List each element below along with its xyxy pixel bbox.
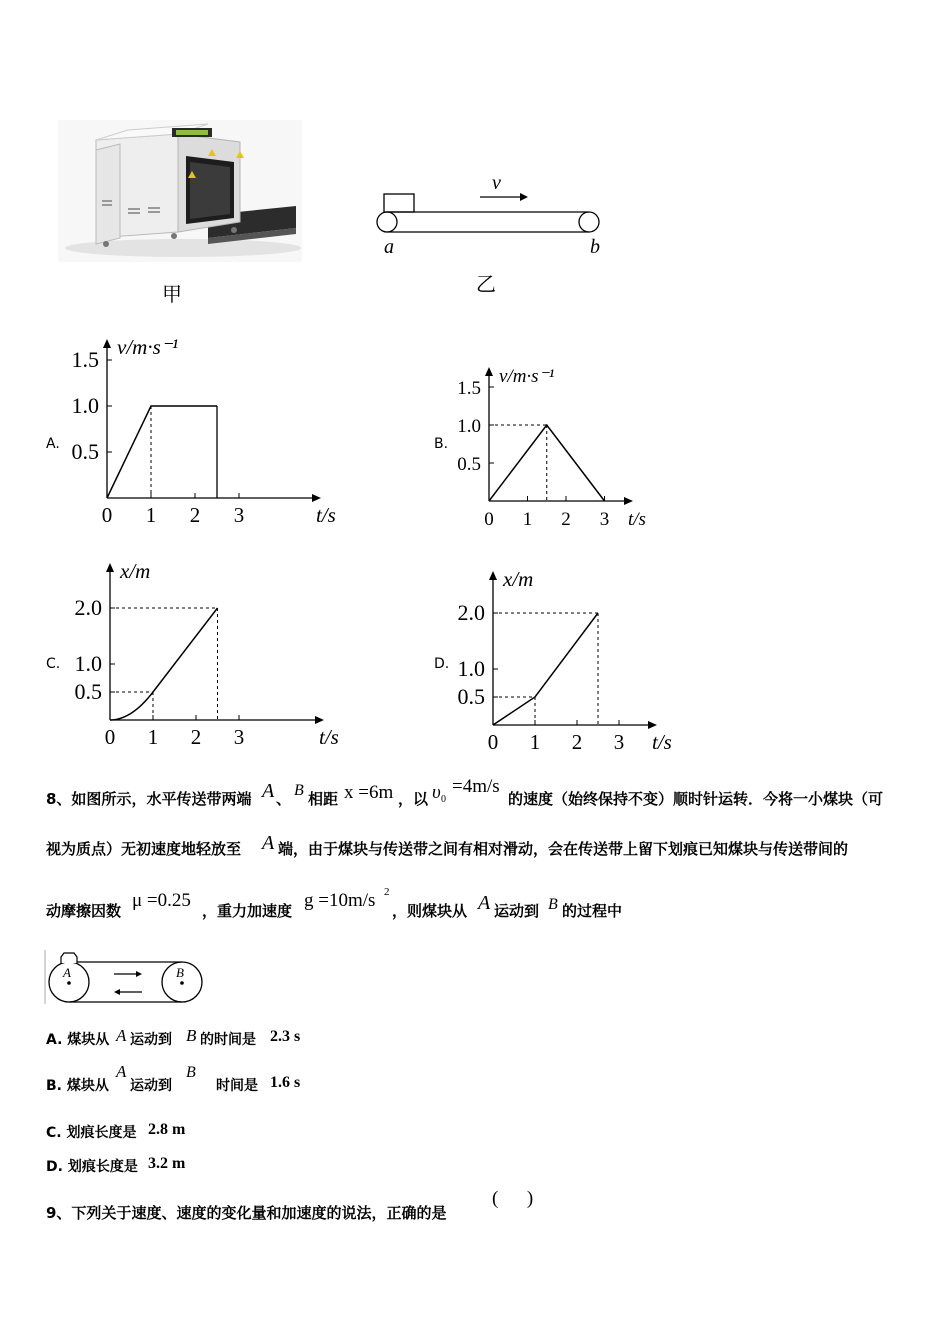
y-tick-label: 1.0 [457,416,481,437]
y-tick-label: 1.5 [457,378,481,399]
graph-c-option-label: C. [46,656,61,672]
x-tick-label: 0 [101,503,113,527]
y-axis-label: v/m·s⁻¹ [117,335,179,359]
q8-option-c-value: 2.8 m [148,1121,186,1138]
data-line [493,613,598,725]
data-curve [110,608,218,720]
x-axis-arrow [648,721,657,729]
belt-right-pulley [579,212,599,232]
x-tick-label: 1 [145,503,157,527]
q8-belt-diagram [44,946,209,1008]
x-tick-label: 2 [189,503,201,527]
graph-c [60,559,339,760]
q8-option-a[interactable]: A. 煤块从 A 运动到 B 的时间是 2.3 s [46,1026,301,1048]
y-tick-label: 0.5 [71,439,99,464]
figure-yi-label: 乙 [476,272,496,296]
y-axis-arrow [106,563,114,572]
q9-line [46,1190,746,1224]
x-tick-label: 3 [613,730,625,754]
q8-option-d[interactable]: D. 划痕长度是 3.2 m [46,1155,186,1175]
y-axis-arrow [489,571,497,580]
x-axis-label: t/s [652,730,672,754]
q8-option-d-value: 3.2 m [148,1155,186,1172]
belt-end-b: b [590,236,600,258]
data-line [107,406,217,498]
x-tick-label: 1 [147,725,159,749]
x-tick-label: 0 [484,509,494,530]
q8-option-a-value: 2.3 s [270,1028,301,1045]
q8-label-b: B [176,965,184,980]
x-axis-arrow [312,494,321,502]
y-tick-label: 1.5 [71,347,99,372]
q8-option-b[interactable]: B. 煤块从 A 运动到 B 时间是 1.6 s [46,1062,301,1094]
x-tick-label: 2 [571,730,583,754]
graph-d-option-label: D. [434,656,450,672]
q8-friction-coef: μ =0.25 [132,890,191,911]
x-tick-label: 3 [233,725,245,749]
x-axis-arrow [624,497,633,505]
x-tick-label: 3 [233,503,245,527]
y-axis-arrow [485,367,493,376]
y-tick-label: 2.0 [74,595,102,620]
q8-v0: υ [432,782,441,803]
graph-d [450,565,690,760]
belt-left-pulley [377,212,397,232]
y-tick-label: 0.5 [457,454,481,475]
y-axis-label: x/m [120,559,151,583]
xray-scanner-image [58,120,302,262]
q8-speed: =4m/s [452,776,500,797]
y-tick-label: 1.0 [71,393,99,418]
q8-distance: x =6m [344,782,394,803]
x-tick-label: 2 [561,509,571,530]
conveyor-belt-diagram [370,168,610,260]
q9-answer-bracket[interactable]: ( ) [492,1188,534,1209]
figure-jia-label: 甲 [162,282,182,306]
x-axis-label: t/s [628,509,646,530]
velocity-arrowhead [520,193,528,201]
x-tick-label: 1 [529,730,541,754]
y-tick-label: 0.5 [457,684,485,709]
q9-text: 9、下列关于速度、速度的变化量和加速度的说法，正确的是 [46,1204,447,1222]
x-axis-arrow [315,716,324,724]
y-tick-label: 2.0 [457,600,485,625]
graph-b [450,355,670,535]
x-tick-label: 0 [487,730,499,754]
graph-a-option-label: A. [46,436,60,452]
x-tick-label: 2 [190,725,202,749]
q8-label-a: A [63,965,71,980]
q8-line-1: 8、如图所示，水平传送带两端 A 、 B 相距 x =6m ，以 υ 0 =4m/s 的速度（始终保持不变）顺时针运转．今将一小煤块（可 [46,776,884,808]
x-tick-label: 3 [599,509,610,530]
q8-coal-block [61,953,77,963]
y-axis-label: x/m [503,567,534,591]
q8-line-3: 动摩擦因数 μ =0.25 ，重力加速度 g =10m/s 2 ，则煤块从 A 运动到 B 的过程中 [46,886,623,920]
x-axis-label: t/s [319,725,339,749]
y-tick-label: 1.0 [74,651,102,676]
x-tick-label: 0 [104,725,116,749]
q8-option-b-value: 1.6 s [270,1074,301,1091]
belt-block [384,194,414,212]
velocity-label: v [492,172,501,194]
y-axis-arrow [103,339,111,348]
q8-line-2: 视为质点）无初速度地轻放至 A 端，由于煤块与传送带之间有相对滑动，会在传送带上留下划痕已知煤块与传送带间的 [46,832,849,858]
x-axis-label: t/s [316,503,336,527]
y-tick-label: 1.0 [457,656,485,681]
graph-a [60,335,336,535]
q8-option-c[interactable]: C. 划痕长度是 2.8 m [46,1121,186,1141]
y-axis-label: v/m·s⁻¹ [499,366,555,387]
y-tick-label: 0.5 [74,679,102,704]
q8-gravity: g =10m/s [304,890,376,911]
x-tick-label: 1 [522,509,533,530]
graph-b-option-label: B. [434,436,449,452]
belt-end-a: a [384,236,394,258]
